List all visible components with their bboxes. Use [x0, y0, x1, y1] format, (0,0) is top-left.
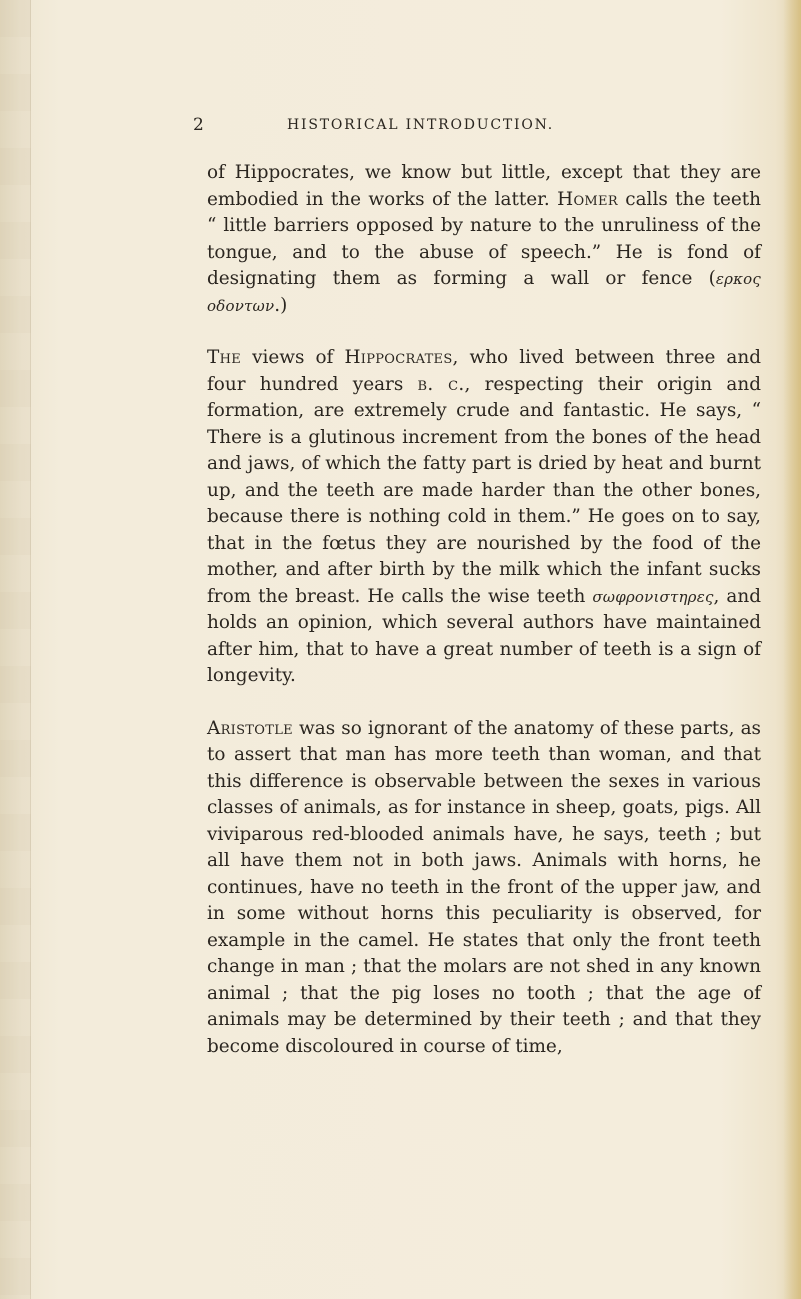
era-abbreviation: b. c. — [417, 373, 465, 395]
text-run: .) — [274, 294, 288, 316]
greek-word: σωφρονιστηρες — [592, 587, 714, 606]
text-run: , who lived between three and four hundred years — [207, 347, 761, 395]
paragraph-lead-word: The — [207, 347, 241, 368]
text-run: views of — [241, 347, 345, 368]
paragraph-gap — [207, 319, 761, 345]
page-number: 2 — [193, 115, 205, 135]
body-text — [207, 160, 761, 1060]
name-aristotle: Aristotle — [207, 717, 293, 739]
header-title: HISTORICAL INTRODUCTION. — [287, 117, 555, 133]
name-hippocrates: Hippocrates — [344, 347, 453, 368]
text-run: calls the teeth “ little barriers opposed by nature to the unruliness of the tongue, and to the abuse of speech.” He is fond of designating them as forming a wall or fence ( — [207, 188, 761, 289]
running-head — [0, 115, 801, 139]
text-run: was so ignorant of the anatomy of these parts, as to assert that man has more teeth than woman, and that this difference is observable between the sexes in various classes of animals, as for instance in sheep, goats, pigs. All viviparous red-blooded animals have, he says, teeth ; but all have them not in both jaws. Animals with horns, he continues, have no teeth in the front of the upper jaw, and in some without horns this peculiarity is observed, for example in the camel. He states that only the front teeth change in man ; that the molars are not shed in any known animal ; that the pig loses no tooth ; that the age of animals may be determined by their teeth ; and that they become discoloured in course of time, — [207, 717, 761, 1057]
page-binding-edge — [0, 0, 31, 1299]
paragraph — [207, 160, 761, 319]
text-run: , and holds an opinion, which several authors have maintained after him, that to have a great number of teeth is a sign of longevity. — [207, 585, 761, 686]
text-run: of Hippocrates, we know but little, except that they are embodied in the works of the latter. — [207, 162, 761, 210]
text-run: , respecting their origin and formation, are extremely crude and fantastic. He says, “ There is a glutinous increment from the bones of the head and jaws, of which the fatty part is dried by heat and burnt up, and the teeth are made harder than the other bones, because there is nothing cold in them.” He goes on to say, that in the fœtus they are nourished by the food of the mother, and after birth by the milk which the infant sucks from the breast. He calls the wise teeth — [207, 373, 761, 607]
page-stained-edge — [783, 0, 801, 1299]
name-homer: Homer — [557, 188, 618, 210]
greek-phrase: ερκος οδοντων — [207, 270, 761, 315]
paragraph — [207, 345, 761, 690]
paragraph — [207, 716, 761, 1061]
paragraph-gap — [207, 690, 761, 716]
